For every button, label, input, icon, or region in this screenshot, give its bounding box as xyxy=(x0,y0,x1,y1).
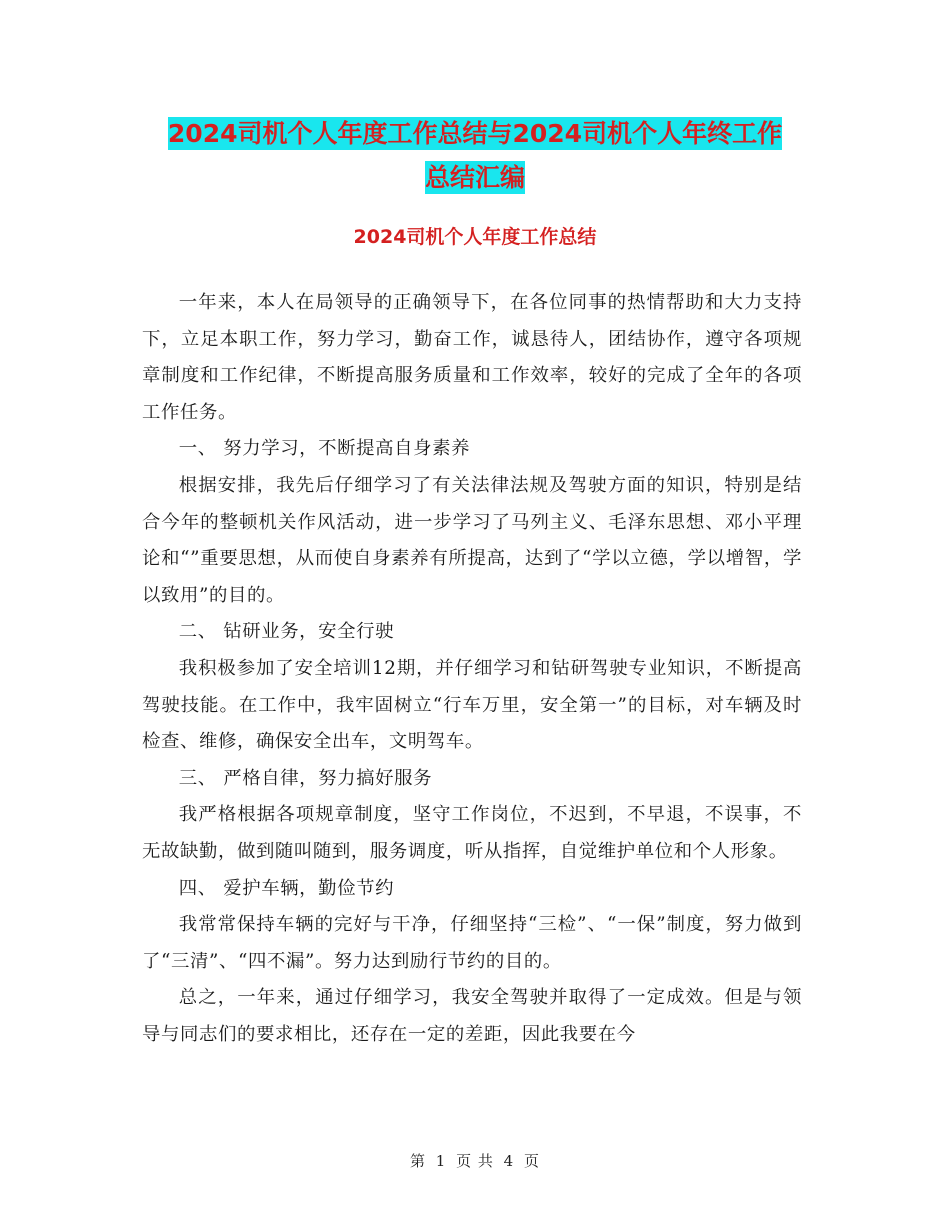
paragraph: 我常常保持车辆的完好与干净，仔细坚持“三检”、“一保”制度，努力做到了“三清”、“四不漏”。努力达到励行节约的目的。 xyxy=(142,914,802,972)
title-line-1: 2024司机个人年度工作总结与2024司机个人年终工作 xyxy=(167,119,783,148)
page-label-prefix: 第 xyxy=(409,1152,426,1170)
heading-2: 二、 钻研业务，安全行驶 xyxy=(178,621,395,643)
document-body xyxy=(142,285,802,1053)
title-line-2: 总结汇编 xyxy=(424,163,525,192)
page-label-suffix: 页 xyxy=(524,1152,541,1170)
section-title: 2024司机个人年度工作总结 xyxy=(353,226,597,248)
paragraph: 我积极参加了安全培训12期，并仔细学习和钻研驾驶专业知识，不断提高驾驶技能。在工作中，我牢固树立“行车万里，安全第一”的目标，对车辆及时检查、维修，确保安全出车，文明驾车。 xyxy=(142,657,802,753)
paragraph: 根据安排，我先后仔细学习了有关法律法规及驾驶方面的知识，特别是结合今年的整顿机关作风活动，进一步学习了马列主义、毛泽东思想、邓小平理论和“”重要思想，从而使自身素养有所提高，达到了“学以立德，学以增智，学以致用”的目的。 xyxy=(142,474,802,606)
page-current: 1 xyxy=(435,1152,447,1170)
paragraph: 我严格根据各项规章制度，坚守工作岗位，不迟到，不早退，不误事，不无故缺勤，做到随叫随到，服务调度，听从指挥，自觉维护单位和个人形象。 xyxy=(142,804,802,862)
paragraph: 总之，一年来，通过仔细学习，我安全驾驶并取得了一定成效。但是与领导与同志们的要求相比，还存在一定的差距，因此我要在今 xyxy=(142,987,802,1045)
page-label-mid: 页 共 xyxy=(456,1152,494,1170)
page-footer xyxy=(0,1150,950,1171)
document-title xyxy=(0,112,950,200)
heading-4: 四、 爱护车辆，勤俭节约 xyxy=(178,877,395,899)
paragraph: 一年来，本人在局领导的正确领导下，在各位同事的热情帮助和大力支持下，立足本职工作，努力学习，勤奋工作，诚恳待人，团结协作，遵守各项规章制度和工作纪律，不断提高服务质量和工作效率，较好的完成了全年的各项工作任务。 xyxy=(142,292,802,423)
heading-3: 三、 严格自律，努力搞好服务 xyxy=(178,767,433,789)
page-total: 4 xyxy=(503,1152,515,1170)
heading-1: 一、 努力学习，不断提高自身素养 xyxy=(178,438,471,460)
